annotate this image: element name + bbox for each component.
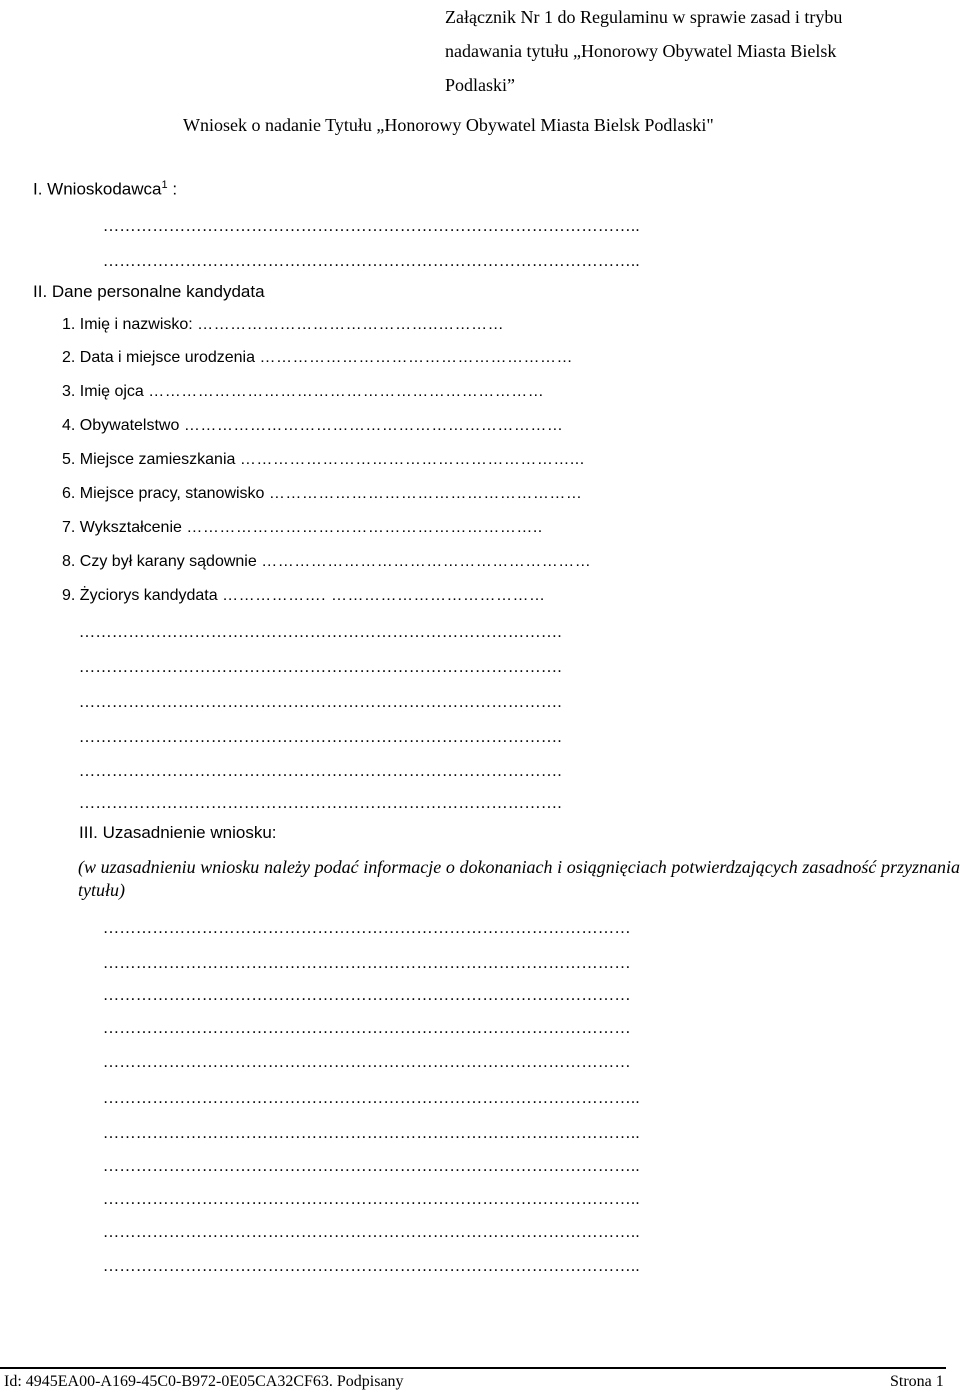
field-label: 1. Imię i nazwisko: — [62, 316, 193, 333]
justification-note: (w uzasadnieniu wniosku należy podać informacje o dokonaniach i osiągnięciach potwierdzających zasadność przyznania tytułu) — [78, 857, 960, 900]
annex-line-2: nadawania tytułu „Honorowy Obywatel Miasta Bielsk — [445, 41, 837, 61]
field-full-name — [62, 316, 504, 334]
field-label: 3. Imię ojca — [62, 383, 144, 400]
footnote-marker: 1 — [161, 179, 168, 191]
field-dots: ……………………………………………………….. — [186, 519, 543, 536]
field-cv — [62, 587, 545, 605]
justification-dots-line: …………………………………………………………………………………….. — [103, 1258, 640, 1275]
field-label: 8. Czy był karany sądownie — [62, 553, 257, 570]
field-dots: ………………. ………………………………… — [222, 587, 546, 604]
footer-document-id: Id: 4945EA00-A169-45C0-B972-0E05CA32CF63. Podpisany — [4, 1373, 404, 1390]
field-criminal-record — [62, 553, 591, 571]
justification-dots-line: …………………………………………………………………………………… — [103, 1020, 631, 1037]
cv-dots-line: ……………………………………………………………………………. — [79, 624, 562, 641]
applicant-dots-line: …………………………………………………………………………………….. — [103, 253, 640, 270]
footer-page-number: Strona 1 — [890, 1373, 944, 1390]
cv-dots-line: ……………………………………………………………………………. — [79, 694, 562, 711]
field-citizenship — [62, 417, 563, 435]
annex-line-3: Podlaski” — [445, 75, 515, 95]
section-1-heading — [33, 179, 177, 200]
field-dots: …………………………………………………………… — [183, 417, 564, 434]
field-dots: ………………………………………………… — [259, 349, 573, 366]
justification-dots-line: …………………………………………………………………………………… — [103, 955, 631, 972]
field-label: 9. Życiorys kandydata — [62, 587, 218, 604]
section-3-heading: III. Uzasadnienie wniosku: — [79, 823, 277, 842]
cv-dots-line: ……………………………………………………………………………. — [79, 659, 562, 676]
field-label: 5. Miejsce zamieszkania — [62, 451, 236, 468]
field-label: 7. Wykształcenie — [62, 519, 182, 536]
applicant-dots-line: …………………………………………………………………………………….. — [103, 218, 640, 235]
justification-dots-line: …………………………………………………………………………………….. — [103, 1125, 640, 1142]
annex-header — [445, 0, 915, 102]
field-dots: …………………………………………………… — [261, 553, 592, 570]
justification-dots-line: …………………………………………………………………………………….. — [103, 1191, 640, 1208]
field-birth-date-place — [62, 349, 573, 367]
field-dots: ……………………………………..………… — [197, 316, 505, 333]
field-residence — [62, 451, 585, 469]
section-1-label: I. Wnioskodawca — [33, 179, 162, 199]
justification-dots-line: …………………………………………………………………………………… — [103, 1054, 631, 1071]
justification-dots-line: …………………………………………………………………………………….. — [103, 1090, 640, 1107]
field-workplace-position — [62, 485, 582, 503]
field-label: 2. Data i miejsce urodzenia — [62, 349, 255, 366]
field-label: 4. Obywatelstwo — [62, 417, 180, 434]
justification-dots-line: …………………………………………………………………………………… — [103, 987, 631, 1004]
cv-dots-line: ……………………………………………………………………………. — [79, 729, 562, 746]
field-education — [62, 519, 543, 537]
justification-dots-line: …………………………………………………………………………………… — [103, 920, 631, 937]
field-label: 6. Miejsce pracy, stanowisko — [62, 485, 265, 502]
field-dots: ……………………………………………………... — [239, 451, 585, 468]
annex-line-1: Załącznik Nr 1 do Regulaminu w sprawie zasad i trybu — [445, 7, 843, 27]
document-title: Wniosek o nadanie Tytułu „Honorowy Obywatel Miasta Bielsk Podlaski" — [183, 115, 714, 135]
field-dots: ……………………………………………………………… — [148, 383, 545, 400]
section-1-colon: : — [167, 179, 178, 199]
field-dots: ………………………………………………… — [268, 485, 583, 502]
footer-divider — [0, 1367, 946, 1369]
cv-dots-line: ……………………………………………………………………………. — [79, 763, 562, 780]
field-father-name — [62, 383, 544, 401]
section-2-heading: II. Dane personalne kandydata — [33, 282, 265, 301]
justification-dots-line: …………………………………………………………………………………….. — [103, 1158, 640, 1175]
justification-dots-line: …………………………………………………………………………………….. — [103, 1224, 640, 1241]
cv-dots-line: ……………………………………………………………………………. — [79, 795, 562, 812]
